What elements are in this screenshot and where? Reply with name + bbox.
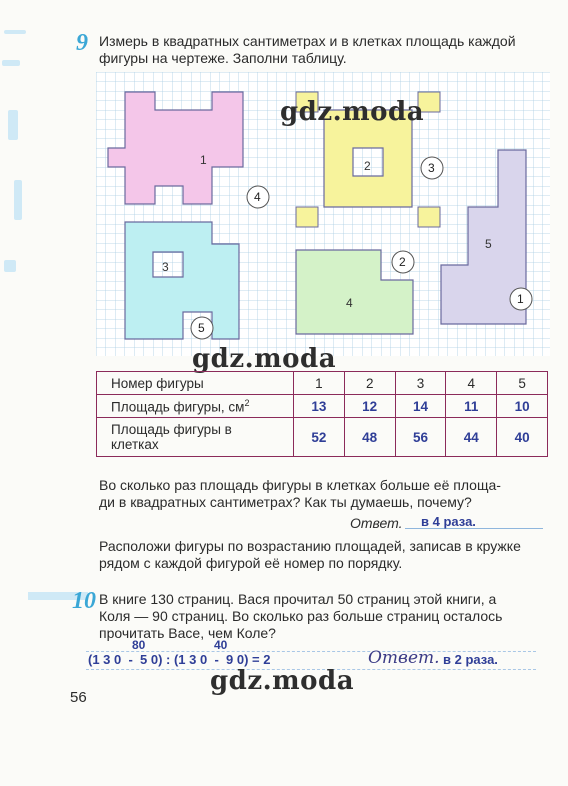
instruction-line2: рядом с каждой фигурой её номер по порядку. [99,555,403,571]
solution-expression: (1 3 0 - 5 0) : (1 3 0 - 9 0) = 2 [88,652,271,667]
figure-2-label: 2 [364,159,371,173]
watermark-middle: gdz.moda [192,344,337,374]
task-10-line1: В книге 130 страниц. Вася прочитал 50 страниц этой книги, а [99,591,497,607]
page-number: 56 [70,689,87,706]
order-circle-fig2: 3 [428,161,435,175]
table-cell: 52 [294,418,345,457]
area-table [96,371,548,457]
order-circle-fig3: 5 [198,321,205,335]
order-circle-fig1: 4 [254,190,261,204]
table-cell: 2 [344,372,395,395]
task-9-number: 9 [76,30,88,56]
order-circle-fig4: 2 [399,255,406,269]
table-row [97,372,548,395]
table-row [97,395,548,418]
table-cell: 3 [395,372,446,395]
answer-value-10: в 2 раза. [443,652,498,667]
answer-value-9: в 4 раза. [421,514,476,529]
note-80: 80 [132,638,146,652]
table-cell: 13 [294,395,345,418]
table-cell: 5 [497,372,548,395]
table-cell: 11 [446,395,497,418]
instruction-line1: Расположи фигуры по возрастанию площадей, записав в кружке [99,538,521,554]
task-10-line2: Коля — 90 страниц. Во сколько раз больше страниц осталось [99,608,503,624]
question-line2: ди в квадратных сантиметрах? Как ты думаешь, почему? [99,494,472,510]
figure-4-label: 4 [346,296,353,310]
answer-label-9: Ответ. [350,515,403,531]
task-9-text-line2: фигуры на чертеже. Заполни таблицу. [99,50,347,66]
table-cell: 1 [294,372,345,395]
table-cell: 14 [395,395,446,418]
table-row2-label: Площадь фигуры в клетках [97,418,294,457]
table-cell: 48 [344,418,395,457]
watermark-bottom: gdz.moda [210,666,355,696]
watermark-top: gdz.moda [280,97,425,127]
order-circle-fig5: 1 [517,292,524,306]
table-cell: 12 [344,395,395,418]
table-header-label: Номер фигуры [97,372,294,395]
note-40: 40 [214,638,228,652]
question-line1: Во сколько раз площадь фигуры в клетках больше её площа- [99,477,501,493]
task-9-text-line1: Измерь в квадратных сантиметрах и в клетках площадь каждой [99,33,516,49]
task-10-number: 10 [72,588,96,614]
table-cell: 40 [497,418,548,457]
task-10-line3: прочитать Васе, чем Коле? [99,625,276,641]
table-row [97,418,548,457]
figure-3-label-inner: 3 [162,260,169,274]
table-cell: 44 [446,418,497,457]
answer-label-10: Ответ. [368,648,440,668]
answer-line-9 [405,514,543,529]
figure-5-label: 5 [485,237,492,251]
table-cell: 10 [497,395,548,418]
table-row1-label: Площадь фигуры, $см^2$ [97,395,294,418]
margin-decoration [0,20,40,320]
figure-1-label: 1 [200,153,207,167]
table-cell: 4 [446,372,497,395]
table-cell: 56 [395,418,446,457]
